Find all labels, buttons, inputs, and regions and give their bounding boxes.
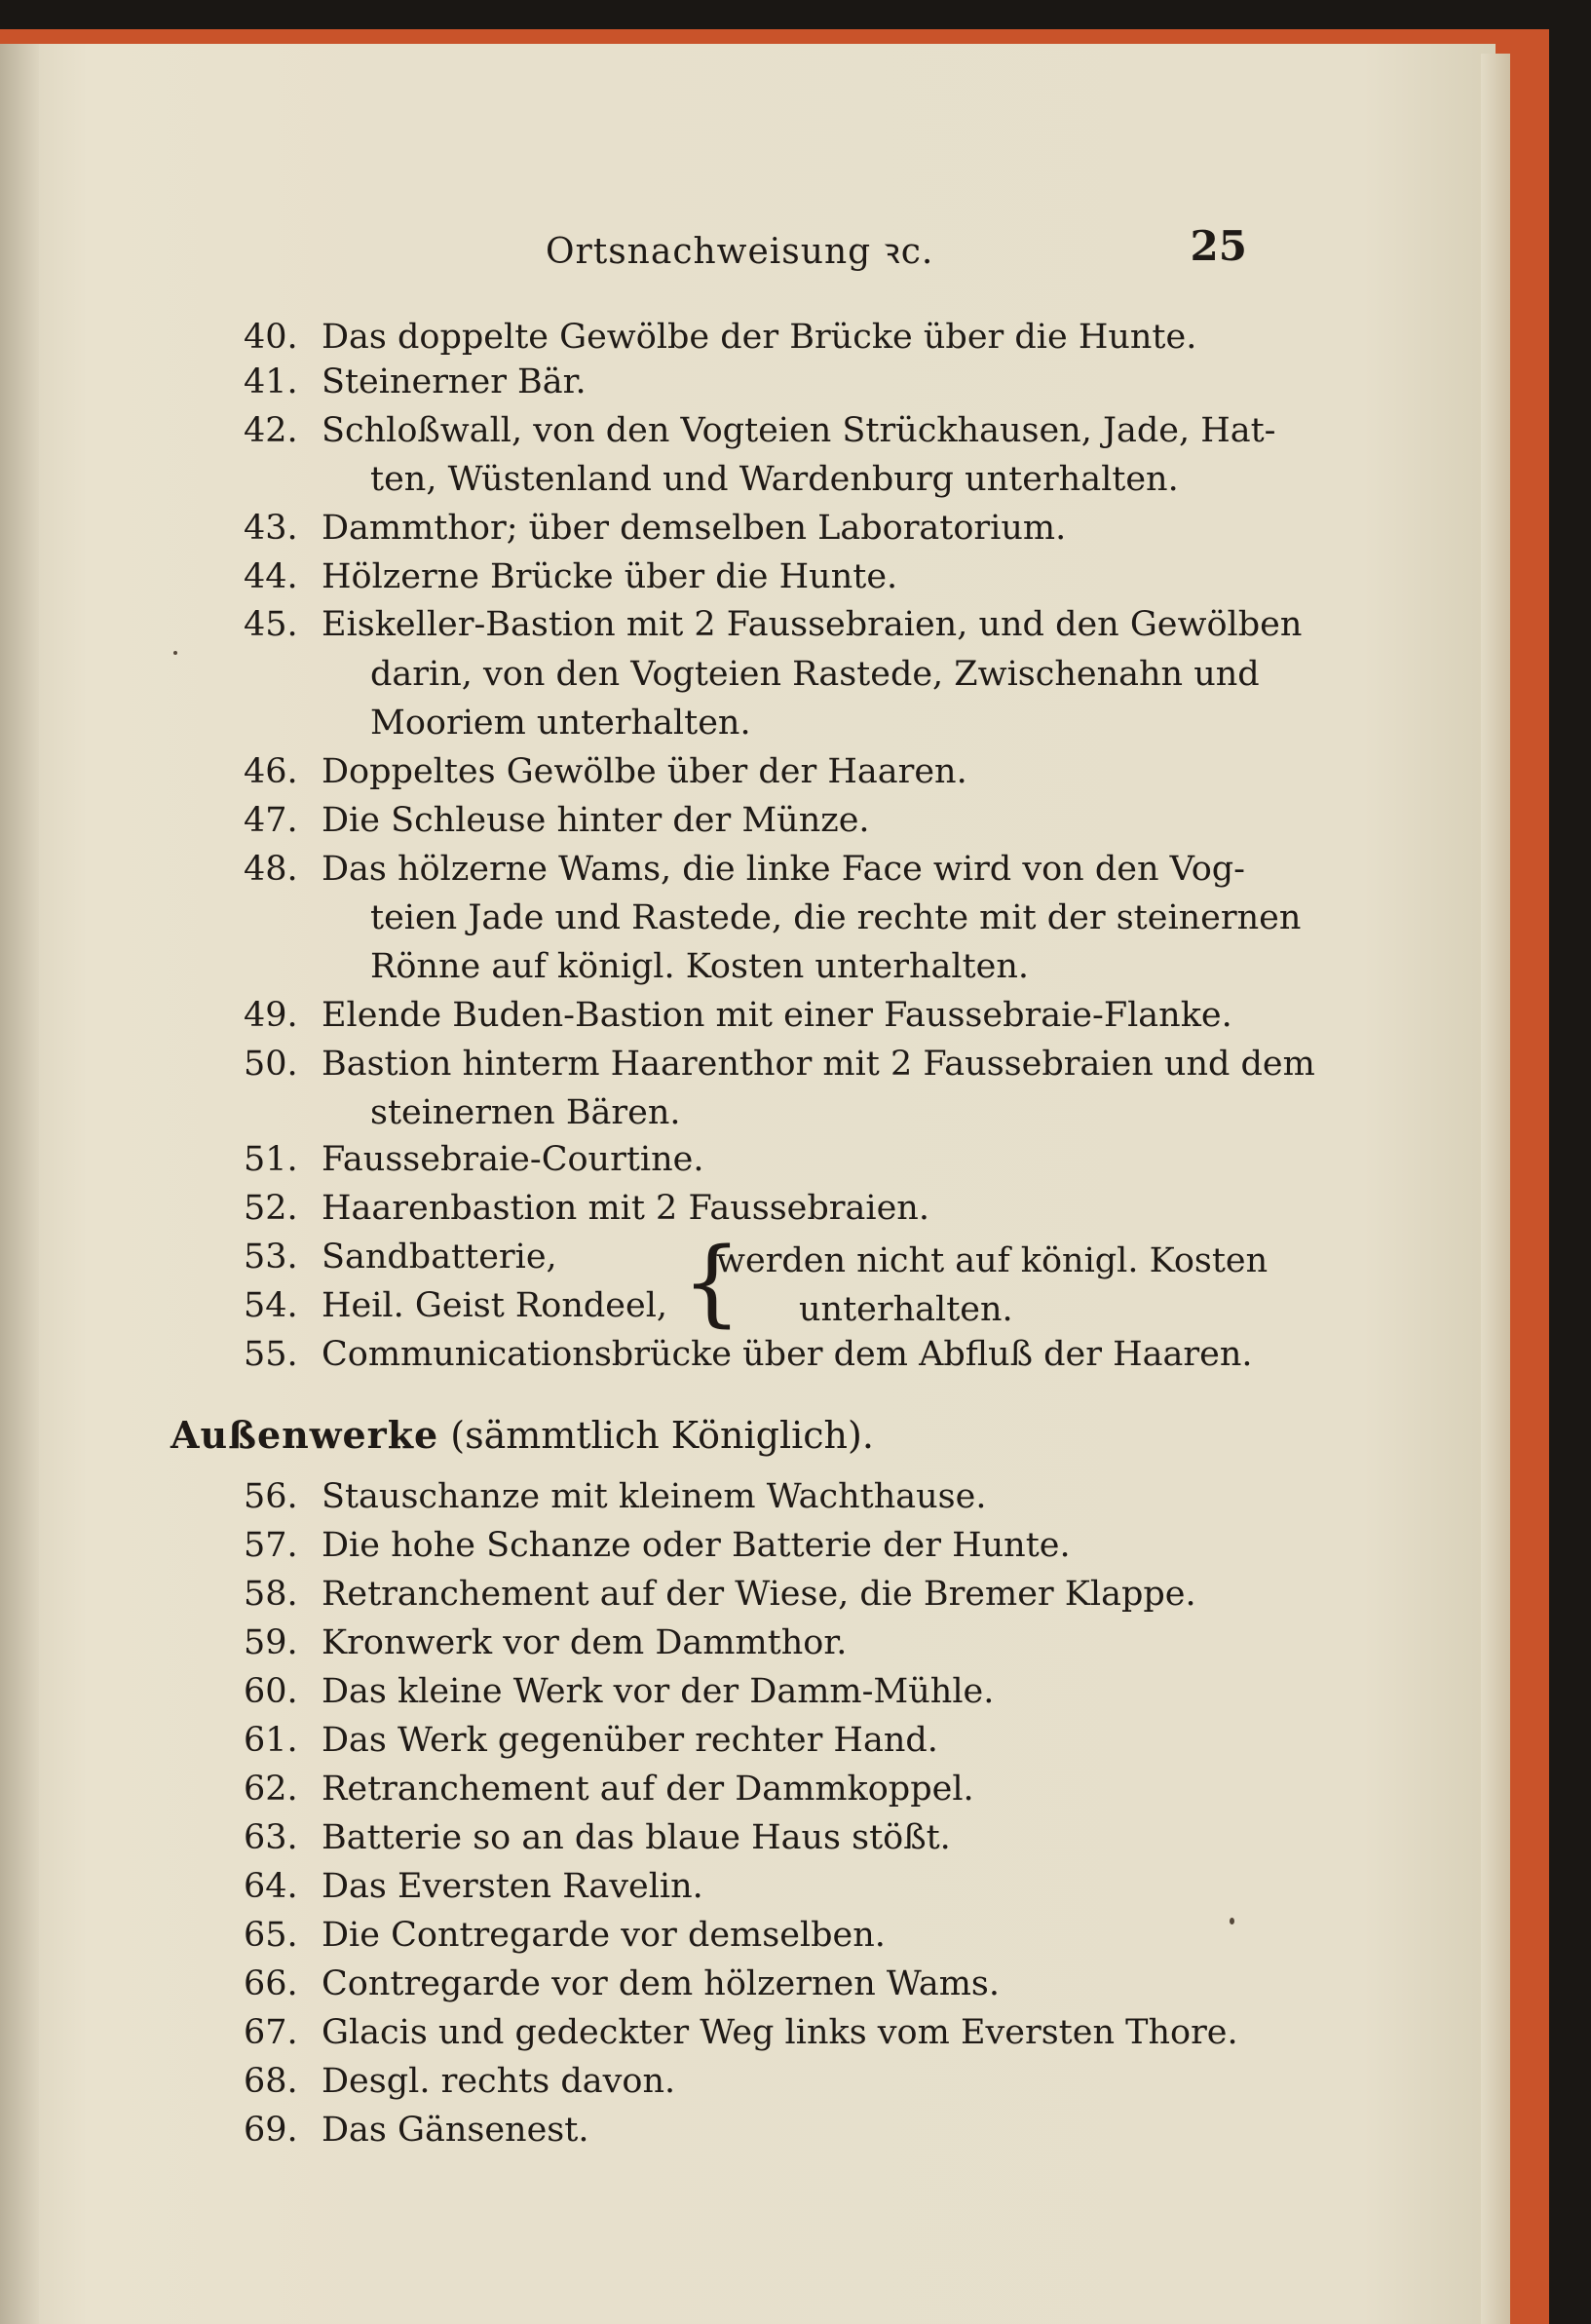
- entry-number: 58.: [244, 1575, 298, 1614]
- entry-text: Das doppelte Gewölbe der Brücke über die Hunte.: [322, 318, 1197, 357]
- entry-number: 55.: [244, 1335, 298, 1374]
- entry-text: Doppeltes Gewölbe über der Haaren.: [322, 752, 967, 791]
- paper-spot: [173, 651, 177, 655]
- paper-spot: [1230, 1918, 1234, 1924]
- entry-number: 60.: [244, 1672, 298, 1711]
- entry-number: 50.: [244, 1045, 298, 1084]
- entry-text: Steinerner Bär.: [322, 362, 587, 401]
- entry-continuation: Mooriem unterhalten.: [370, 704, 751, 743]
- entry-continuation: ten, Wüstenland und Wardenburg unterhalten.: [370, 460, 1179, 499]
- running-title: Ortsnachweisung ꝛc.: [546, 232, 934, 272]
- section-title: Außenwerke: [170, 1413, 439, 1457]
- page-fore-edge: [1481, 54, 1510, 2324]
- entry-number: 69.: [244, 2111, 298, 2150]
- entry-number: 41.: [244, 362, 298, 401]
- entry-number: 57.: [244, 1526, 298, 1565]
- entry-text: Schloßwall, von den Vogteien Strückhausen, Jade, Hat-: [322, 411, 1276, 450]
- entry-number: 47.: [244, 801, 298, 840]
- entry-number: 42.: [244, 411, 298, 450]
- entry-text: Hölzerne Brücke über die Hunte.: [322, 557, 898, 596]
- entry-text: Desgl. rechts davon.: [322, 2062, 676, 2101]
- entry-text: Glacis und gedeckter Weg links vom Eversten Thore.: [322, 2013, 1238, 2052]
- entry-continuation: Rönne auf königl. Kosten unterhalten.: [370, 947, 1030, 986]
- entry-number: 51.: [244, 1140, 298, 1179]
- entry-text: Contregarde vor dem hölzernen Wams.: [322, 1964, 1000, 2003]
- entry-number: 49.: [244, 996, 298, 1035]
- entry-text: Haarenbastion mit 2 Faussebraien.: [322, 1189, 929, 1228]
- entry-number: 40.: [244, 318, 298, 357]
- entry-number: 59.: [244, 1623, 298, 1662]
- section-heading: [170, 1408, 874, 1463]
- entry-number: 66.: [244, 1964, 298, 2003]
- entry-text: Das hölzerne Wams, die linke Face wird von den Vog-: [322, 850, 1245, 889]
- entry-text: Faussebraie-Courtine.: [322, 1140, 704, 1179]
- entry-number: 43.: [244, 509, 298, 548]
- entry-text: Stauschanze mit kleinem Wachthause.: [322, 1477, 987, 1516]
- entry-number: 65.: [244, 1916, 298, 1955]
- page-number: 25: [1190, 222, 1247, 270]
- entry-text: Dammthor; über demselben Laboratorium.: [322, 509, 1067, 548]
- entry-number: 44.: [244, 557, 298, 596]
- section-note: (sämmtlich Königlich).: [450, 1414, 874, 1457]
- entry-text: Heil. Geist Rondeel,: [322, 1286, 668, 1325]
- entry-text: Sandbatterie,: [322, 1238, 557, 1276]
- entry-text: Die Schleuse hinter der Münze.: [322, 801, 870, 840]
- entry-continuation: darin, von den Vogteien Rastede, Zwischenahn und: [370, 655, 1260, 694]
- entry-number: 68.: [244, 2062, 298, 2101]
- entry-number: 67.: [244, 2013, 298, 2052]
- entry-text: Retranchement auf der Wiese, die Bremer Klappe.: [322, 1575, 1196, 1614]
- entry-text: Die Contregarde vor demselben.: [322, 1916, 886, 1955]
- entry-number: 48.: [244, 850, 298, 889]
- entry-number: 61.: [244, 1721, 298, 1760]
- entry-continuation: steinernen Bären.: [370, 1093, 681, 1132]
- entry-number: 45.: [244, 605, 298, 644]
- entry-text: Bastion hinterm Haarenthor mit 2 Faussebraien und dem: [322, 1045, 1315, 1084]
- page-gutter: [0, 44, 39, 2324]
- brace-note-line1: werden nicht auf königl. Kosten: [716, 1241, 1269, 1280]
- entry-number: 54.: [244, 1286, 298, 1325]
- entry-text: Das Werk gegenüber rechter Hand.: [322, 1721, 938, 1760]
- curly-brace: {: [682, 1228, 742, 1337]
- entry-text: Die hohe Schanze oder Batterie der Hunte.: [322, 1526, 1071, 1565]
- entry-text: Kronwerk vor dem Dammthor.: [322, 1623, 848, 1662]
- entry-number: 62.: [244, 1770, 298, 1809]
- entry-text: Das Eversten Ravelin.: [322, 1867, 703, 1906]
- entry-text: Batterie so an das blaue Haus stößt.: [322, 1818, 951, 1857]
- entry-number: 46.: [244, 752, 298, 791]
- entry-text: Elende Buden-Bastion mit einer Faussebraie-Flanke.: [322, 996, 1232, 1035]
- brace-note-line2: unterhalten.: [799, 1290, 1013, 1329]
- entry-text: Retranchement auf der Dammkoppel.: [322, 1770, 974, 1809]
- entry-number: 53.: [244, 1238, 298, 1276]
- entry-number: 64.: [244, 1867, 298, 1906]
- running-head: [546, 222, 1247, 285]
- entry-text: Das kleine Werk vor der Damm-Mühle.: [322, 1672, 995, 1711]
- entry-continuation: teien Jade und Rastede, die rechte mit der steinernen: [370, 898, 1302, 937]
- entry-number: 63.: [244, 1818, 298, 1857]
- entry-number: 56.: [244, 1477, 298, 1516]
- entry-text: Das Gänsenest.: [322, 2111, 589, 2150]
- entry-number: 52.: [244, 1189, 298, 1228]
- entry-text: Eiskeller-Bastion mit 2 Faussebraien, und den Gewölben: [322, 605, 1303, 644]
- entry-text: Communicationsbrücke über dem Abfluß der Haaren.: [322, 1335, 1253, 1374]
